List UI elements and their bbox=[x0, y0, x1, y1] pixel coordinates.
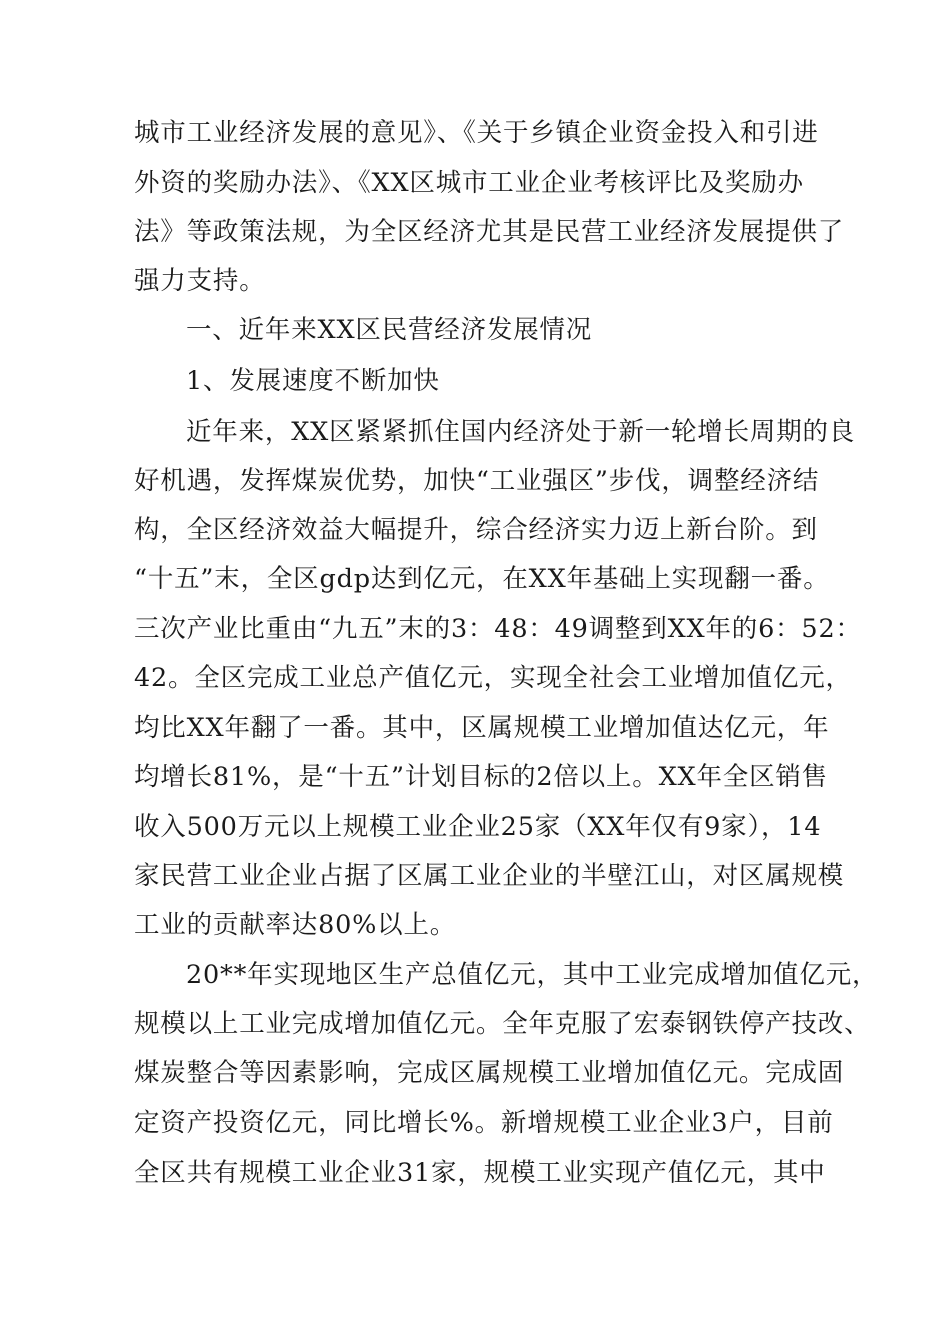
text-line: 法》等政策法规，为全区经济尤其是民营工业经济发展提供了 bbox=[134, 217, 845, 247]
text-line: 煤炭整合等因素影响，完成区属规模工业增加值亿元。完成固 bbox=[134, 1058, 845, 1088]
text-line: “十五”末，全区gdp达到亿元，在XX年基础上实现翻一番。 bbox=[134, 564, 830, 594]
text-line: 近年来，XX区紧紧抓住国内经济处于新一轮增长周期的良 bbox=[186, 417, 856, 447]
text-line: 工业的贡献率达80%以上。 bbox=[134, 910, 457, 940]
text-line: 均增长81%，是“十五”计划目标的2倍以上。XX年全区销售 bbox=[134, 762, 828, 792]
text-line: 三次产业比重由“九五”末的3：48：49调整到XX年的6：52： bbox=[134, 614, 862, 644]
text-line: 20**年实现地区生产总值亿元，其中工业完成增加值亿元， bbox=[186, 960, 879, 990]
text-line: 城市工业经济发展的意见》、《关于乡镇企业资金投入和引进 bbox=[134, 118, 819, 148]
subsection-heading: 1、发展速度不断加快 bbox=[186, 366, 440, 396]
text-line: 均比XX年翻了一番。其中，区属规模工业增加值达亿元，年 bbox=[134, 713, 830, 743]
text-line: 定资产投资亿元，同比增长%。新增规模工业企业3户，目前 bbox=[134, 1108, 834, 1138]
text-line: 强力支持。 bbox=[134, 266, 266, 296]
text-line: 构，全区经济效益大幅提升，综合经济实力迈上新台阶。到 bbox=[134, 515, 818, 545]
text-line: 好机遇，发挥煤炭优势，加快“工业强区”步伐，调整经济结 bbox=[134, 466, 820, 496]
text-line: 收入500万元以上规模工业企业25家（XX年仅有9家），14 bbox=[134, 812, 822, 842]
text-line: 家民营工业企业占据了区属工业企业的半壁江山，对区属规模 bbox=[134, 861, 845, 891]
section-heading: 一、近年来XX区民营经济发展情况 bbox=[186, 315, 593, 345]
text-line: 规模以上工业完成增加值亿元。全年克服了宏泰钢铁停产技改、 bbox=[134, 1009, 871, 1039]
text-line: 外资的奖励办法》、《XX区城市工业企业考核评比及奖励办 bbox=[134, 168, 804, 198]
text-line: 42。全区完成工业总产值亿元，实现全社会工业增加值亿元， bbox=[134, 663, 852, 693]
text-line: 全区共有规模工业企业31家，规模工业实现产值亿元，其中 bbox=[134, 1158, 826, 1188]
